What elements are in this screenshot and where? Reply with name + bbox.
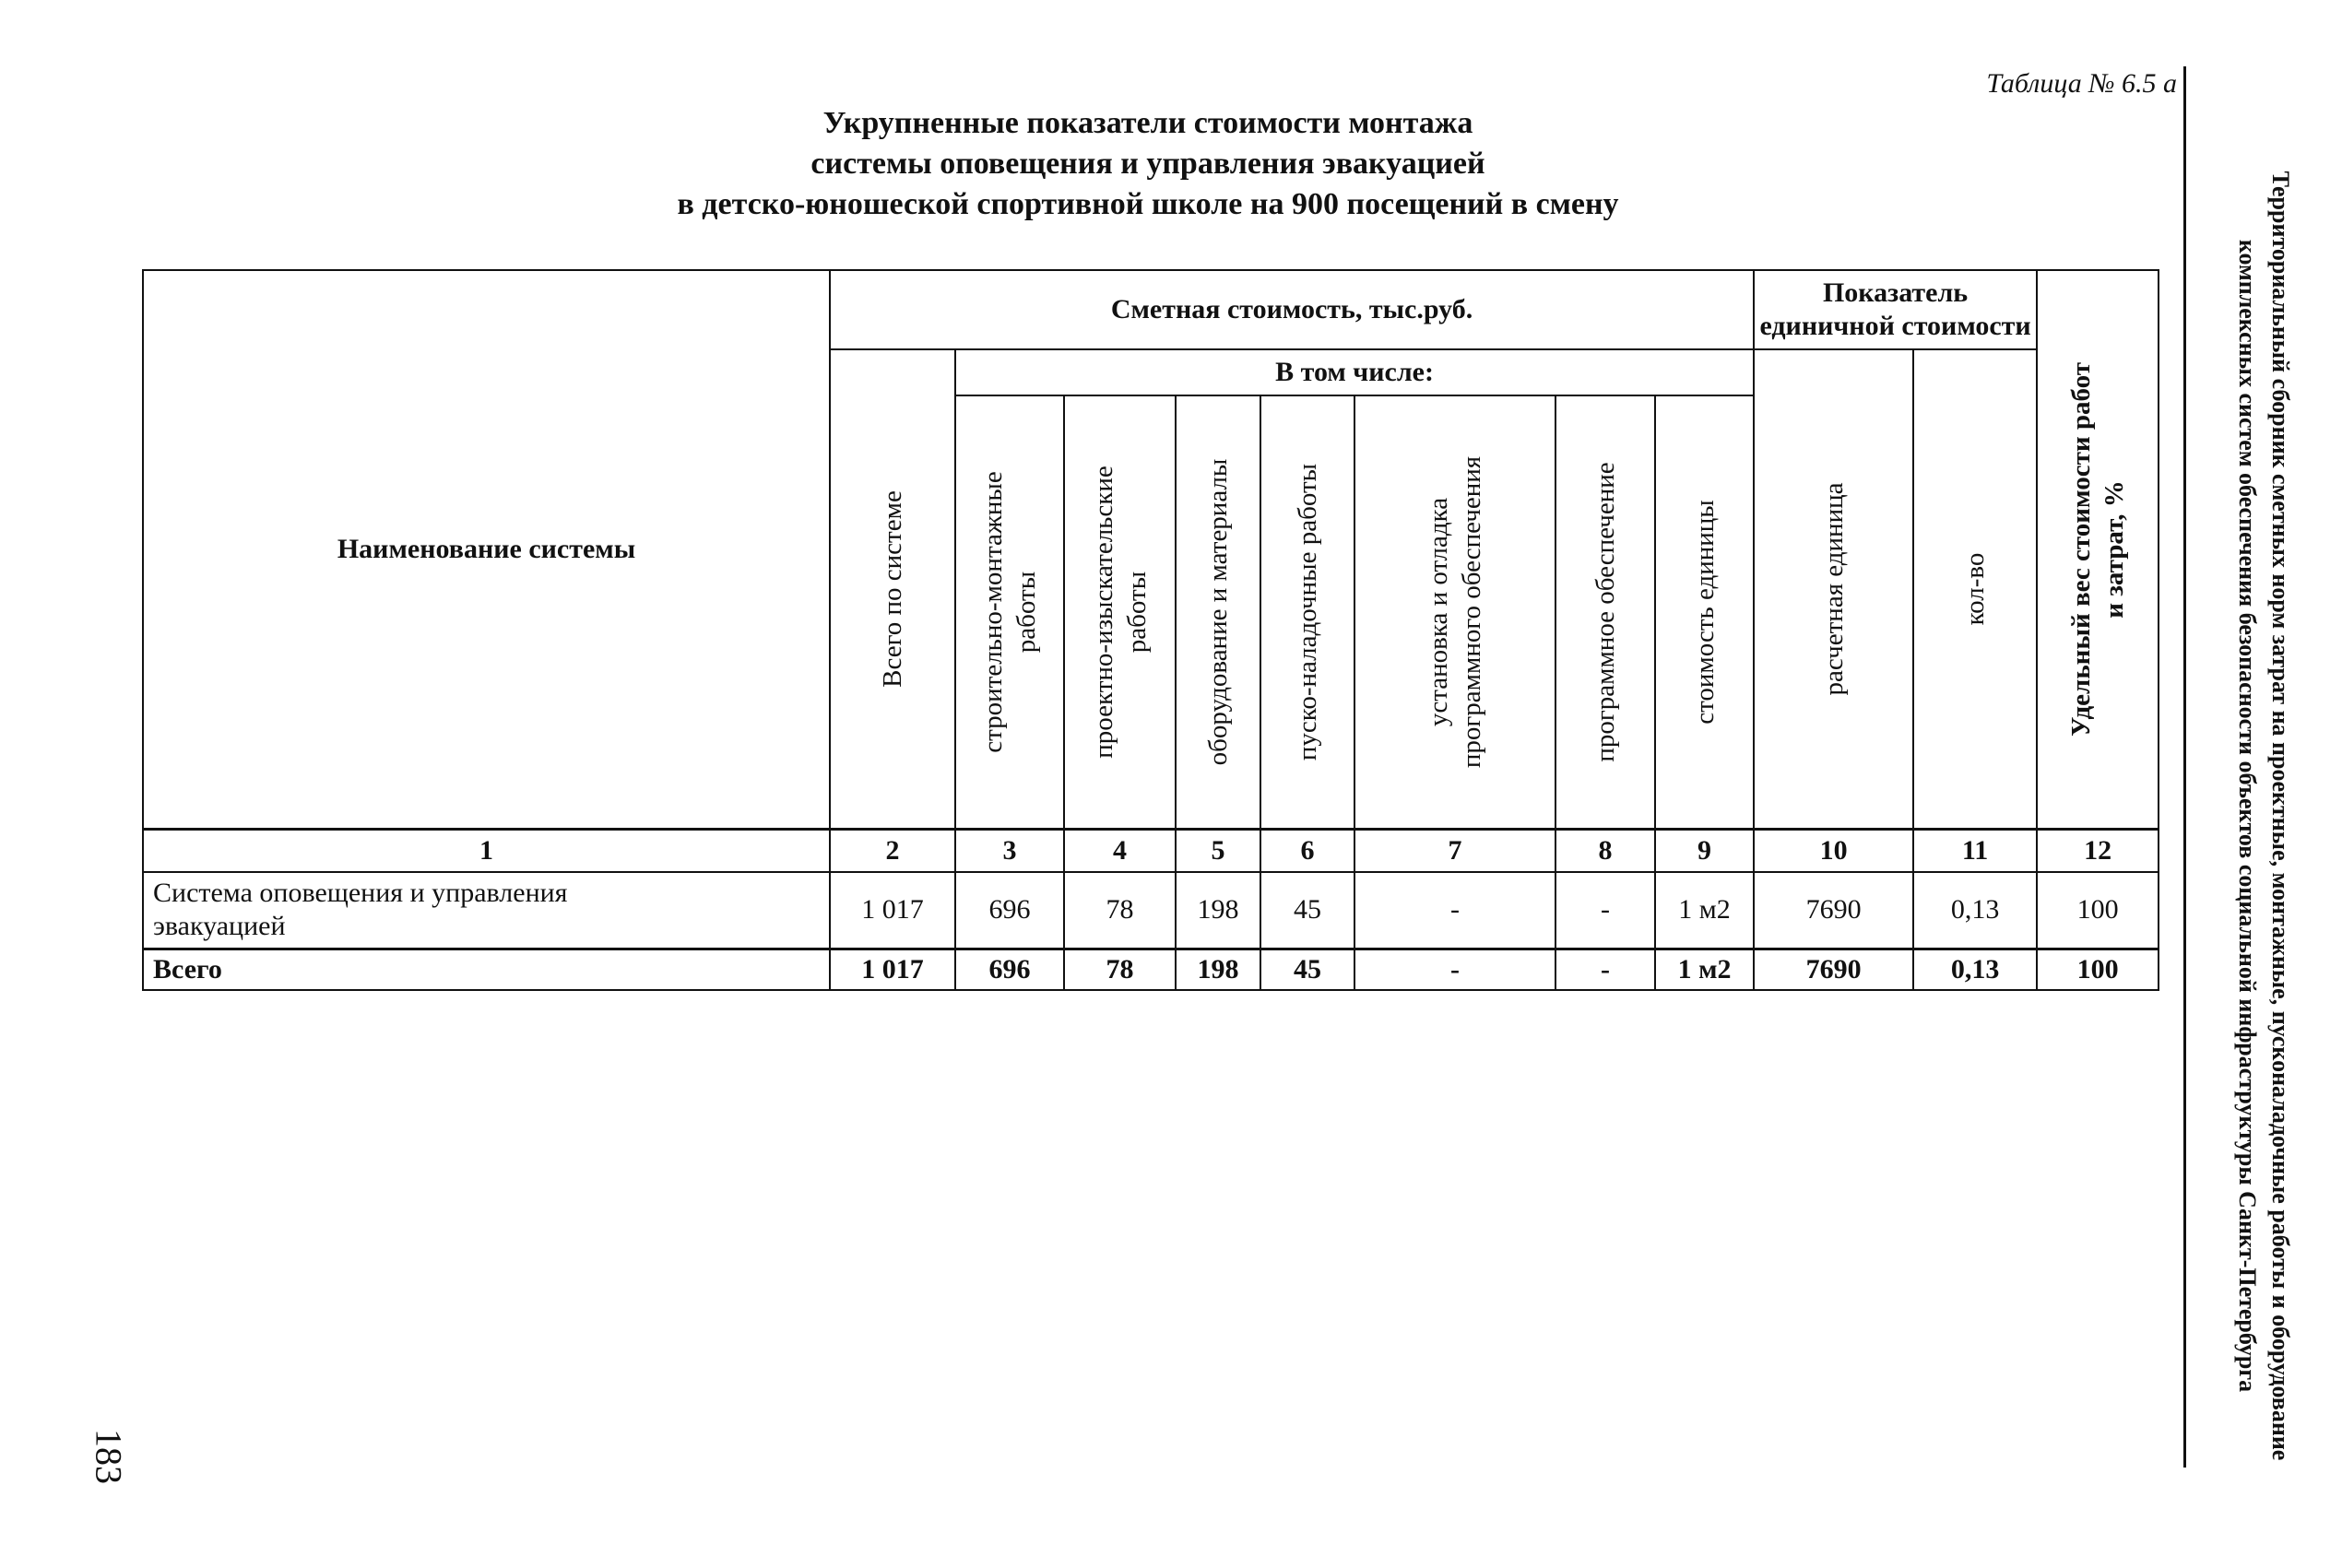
system-name-cell: Система оповещения и управления эвакуацией [143,872,830,949]
side-note [2213,161,2314,1470]
column-number: 10 [1754,830,1913,872]
software-cell: - [1555,949,1655,990]
column-number: 8 [1555,830,1655,872]
table-row [143,872,2159,949]
column-number: 2 [830,830,955,872]
unit-cost-cell: 0,13 [1913,949,2037,990]
quantity-cell: 7690 [1754,949,1913,990]
header-total-system: Всего по системе [830,349,955,830]
header-estimated-cost: Сметная стоимость, тыс.руб. [830,270,1754,349]
commissioning-cell: 45 [1260,872,1354,949]
total-system-cell: 1 017 [830,949,955,990]
equipment-cell: 198 [1176,872,1260,949]
equipment-cell: 198 [1176,949,1260,990]
unit-cell: 1 м2 [1655,872,1754,949]
column-number: 7 [1354,830,1555,872]
header-software-setup: установка и отладка программного обеспечения [1354,395,1555,830]
header-system-name: Наименование системы [143,270,830,830]
title-line-1: Укрупненные показатели стоимости монтажа [822,106,1473,140]
side-note-line-1: Территориальный сборник сметных норм затрат на проектные, монтажные, пусконаладочные работы и оборудование [2267,171,2294,1461]
total-row [143,949,2159,990]
share-cell: 100 [2037,872,2159,949]
title-line-3: в детско-юношеской спортивной школе на 900 посещений в смену [677,187,1619,221]
title-line-2: системы оповещения и управления эвакуацией [810,147,1485,181]
column-number: 11 [1913,830,2037,872]
header-design: проектно-изыскательские работы [1064,395,1176,830]
header-unit: расчетная единица [1754,349,1913,830]
quantity-cell: 7690 [1754,872,1913,949]
software-cell: - [1555,872,1655,949]
page-number: 183 [88,1429,130,1484]
software-setup-cell: - [1354,872,1555,949]
header-software: программное обеспечение [1555,395,1655,830]
column-number: 6 [1260,830,1354,872]
table-number-label: Таблица № 6.5 а [1986,68,2177,99]
header-including: В том числе: [955,349,1754,395]
column-number-row [143,830,2159,872]
design-cell: 78 [1064,872,1176,949]
construction-cell: 696 [955,872,1064,949]
share-cell: 100 [2037,949,2159,990]
column-number: 9 [1655,830,1754,872]
column-number: 4 [1064,830,1176,872]
side-divider [2183,66,2186,1468]
column-number: 12 [2037,830,2159,872]
software-setup-cell: - [1354,949,1555,990]
total-system-cell: 1 017 [830,872,955,949]
header-commissioning: пуско-наладочные работы [1260,395,1354,830]
header-equipment: оборудование и материалы [1176,395,1260,830]
cost-table [142,269,2159,991]
total-label: Всего [143,949,830,990]
header-quantity: кол-во [1913,349,2037,830]
side-note-line-2: комплексных систем обеспечения безопасности объектов социальной инфраструктуры Санкт-Петербурга [2234,239,2261,1393]
header-unit-cost: стоимость единицы [1655,395,1754,830]
unit-cell: 1 м2 [1655,949,1754,990]
design-cell: 78 [1064,949,1176,990]
column-number: 1 [143,830,830,872]
unit-cost-cell: 0,13 [1913,872,2037,949]
commissioning-cell: 45 [1260,949,1354,990]
document-title [143,103,2153,225]
column-number: 3 [955,830,1064,872]
column-number: 5 [1176,830,1260,872]
header-construction: строительно-монтажные работы [955,395,1064,830]
construction-cell: 696 [955,949,1064,990]
header-share: Удельный вес стоимости работ и затрат, % [2037,270,2159,830]
header-unit-indicator: Показатель единичной стоимости [1754,270,2037,349]
